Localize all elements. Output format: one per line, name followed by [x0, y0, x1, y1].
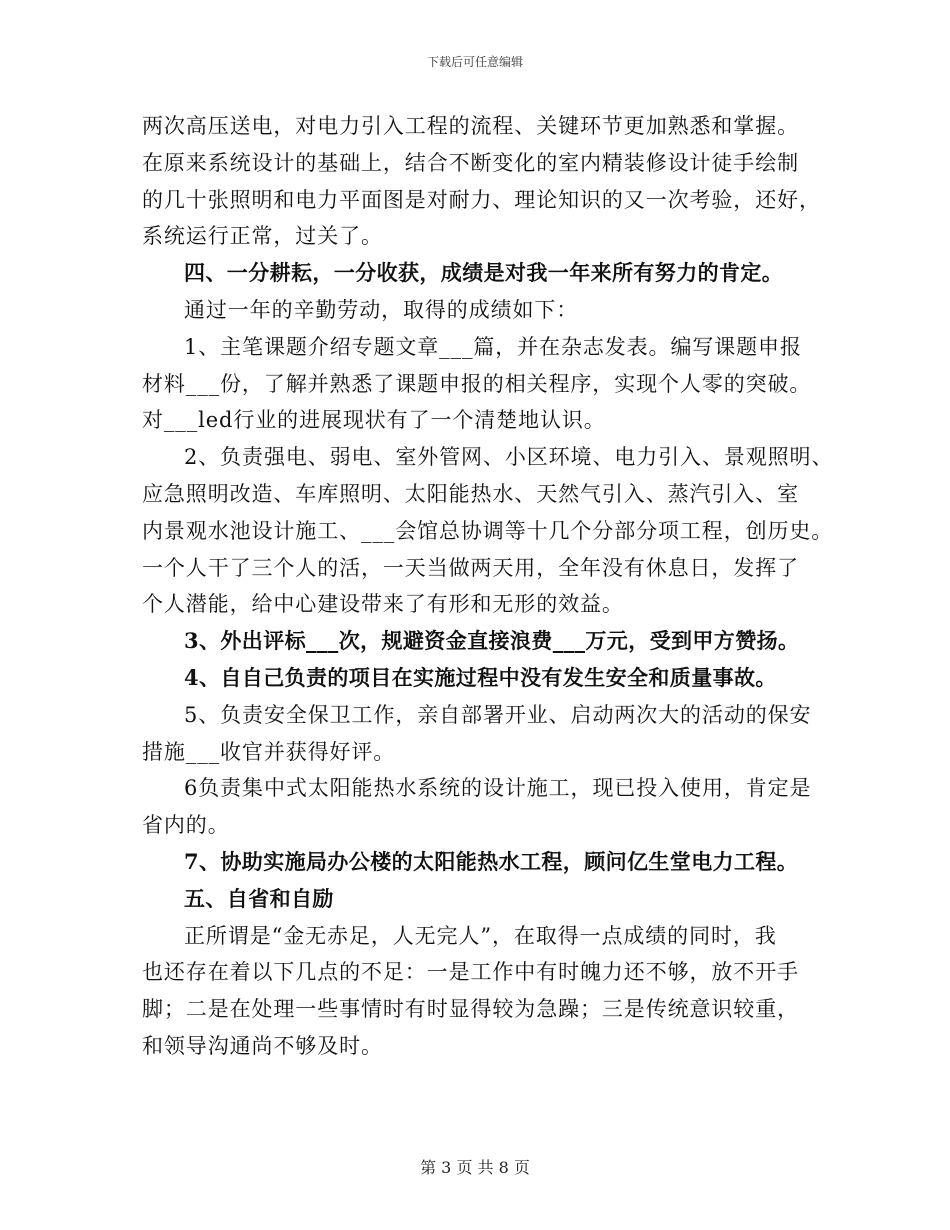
page-number: 第 3 页 共 8 页	[420, 1158, 530, 1177]
document-body	[142, 108, 834, 1065]
text-line: 对___led行业的进展现状有了一个清楚地认识。	[142, 408, 606, 433]
text-line: 系统运行正常，过关了。	[142, 224, 383, 249]
section-heading-line: 4、自自己负责的项目在实施过程中没有发生安全和质量事故。	[184, 664, 777, 690]
text-line: 5、负责安全保卫工作，亲自部署开业、启动两次大的活动的保安	[184, 702, 812, 727]
text-line: 内景观水池设计施工、___会馆总协调等十几个分部分项工程，创历史。	[142, 518, 834, 543]
text-line: 2、负责强电、弱电、室外管网、小区环境、电力引入、景观照明、	[184, 445, 834, 470]
text-line: 的几十张照明和电力平面图是对耐力、理论知识的又一次考验，还好，	[142, 187, 821, 212]
section-heading-line: 7、协助实施局办公楼的太阳能热水工程，顾问亿生堂电力工程。	[184, 848, 799, 874]
text-line: 省内的。	[142, 813, 230, 838]
text-line: 在原来系统设计的基础上，结合不断变化的室内精装修设计徒手绘制	[142, 150, 799, 175]
text-line: 措施___收官并获得好评。	[142, 739, 396, 764]
text-line: 应急照明改造、车库照明、太阳能热水、天然气引入、蒸汽引入、室	[142, 481, 799, 506]
section-heading-line: 3、外出评标___次，规避资金直接浪费___万元，受到甲方赞扬。	[184, 628, 800, 654]
header-note: 下载后可任意编辑	[426, 55, 523, 69]
text-line: 两次高压送电，对电力引入工程的流程、关键环节更加熟悉和掌握。	[142, 114, 799, 138]
text-line: 和领导沟通尚不够及时。	[142, 1033, 383, 1058]
text-line: 6负责集中式太阳能热水系统的设计施工，现已投入使用，肯定是	[184, 776, 812, 801]
text-line: 1、主笔课题介绍专题文章___篇，并在杂志发表。编写课题申报	[184, 334, 802, 359]
section-heading-line: 五、自省和自励	[184, 885, 334, 911]
text-line: 正所谓是“金无赤足，人无完人”，在取得一点成绩的同时，我	[184, 923, 777, 948]
text-line: 材料___份，了解并熟悉了课题申报的相关程序，实现个人零的突破。	[142, 371, 812, 396]
text-line: 一个人干了三个人的活，一天当做两天用，全年没有休息日，发挥了	[142, 555, 799, 580]
section-heading-line: 四、一分耕耘，一分收获，成绩是对我一年来所有努力的肯定。	[184, 260, 784, 286]
text-line: 脚；二是在处理一些事情时有时显得较为急躁；三是传统意识较重，	[142, 997, 799, 1022]
text-line: 个人潜能，给中心建设带来了有形和无形的效益。	[142, 592, 624, 617]
text-line: 通过一年的辛勤劳动，取得的成绩如下：	[184, 297, 579, 322]
text-line: 也还存在着以下几点的不足：一是工作中有时魄力还不够，放不开手	[142, 960, 799, 985]
